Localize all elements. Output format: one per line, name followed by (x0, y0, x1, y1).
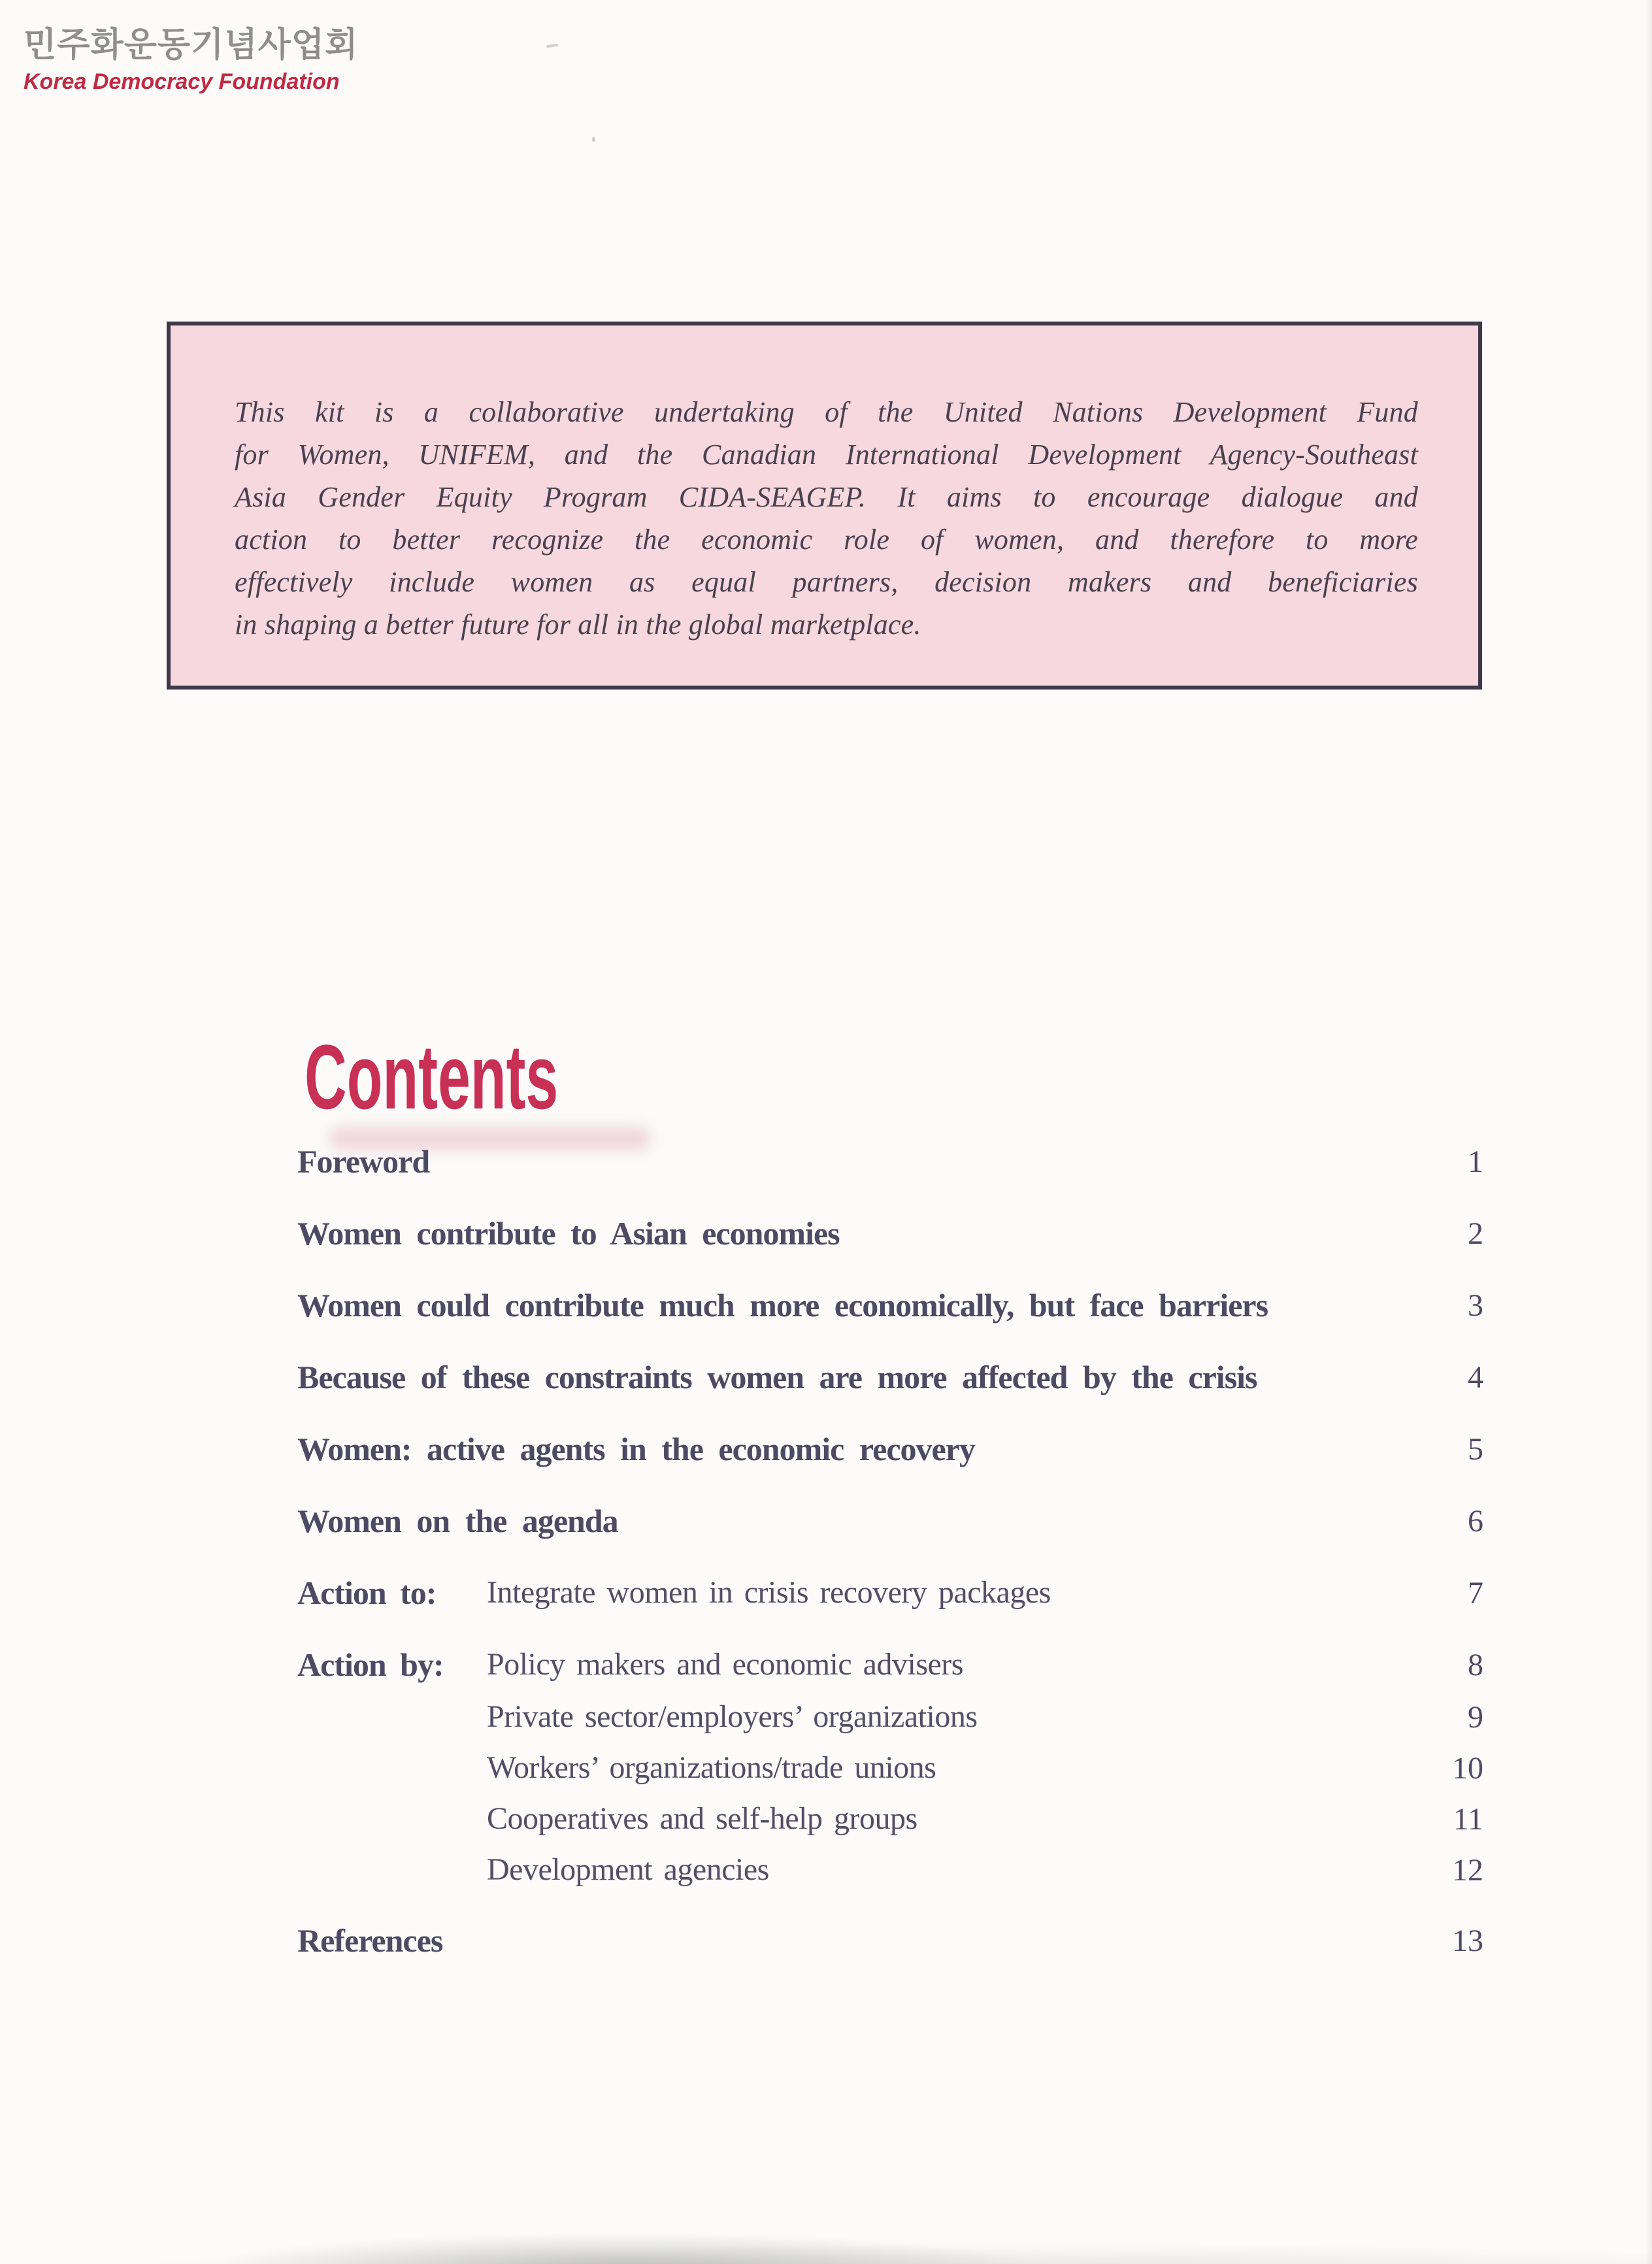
intro-line: action to better recognize the economic role of women, and therefore to more (235, 524, 1418, 556)
toc-page-number: 2 (1468, 1216, 1483, 1251)
toc-page-number: 11 (1453, 1802, 1483, 1837)
toc-row-private-sector (297, 1701, 1483, 1735)
korea-democracy-foundation-english-logo: Korea Democracy Foundation (24, 69, 340, 94)
toc-entry-label: Private sector/employers’ organizations (487, 1699, 978, 1734)
toc-row-workers-organizations (297, 1752, 1483, 1786)
toc-row-references (297, 1924, 1483, 1958)
toc-page-number: 10 (1452, 1751, 1483, 1786)
intro-line: for Women, UNIFEM, and the Canadian International Development Agency-Southeast (235, 439, 1418, 471)
table-of-contents (297, 0, 1483, 2264)
toc-entry-label: Women on the agenda (297, 1503, 618, 1539)
toc-page-number: 12 (1452, 1853, 1483, 1888)
intro-line: in shaping a better future for all in the global marketplace. (235, 608, 921, 641)
toc-page-number: 5 (1468, 1432, 1483, 1467)
toc-row-women-contribute (297, 1217, 1483, 1251)
toc-page-number: 4 (1468, 1360, 1483, 1395)
toc-entry-label: Workers’ organizations/trade unions (487, 1750, 936, 1785)
toc-entry-label: Integrate women in crisis recovery packages (487, 1575, 1051, 1610)
toc-action-prefix: Action to: (297, 1574, 437, 1611)
korea-democracy-foundation-korean-logo: 민주화운동기념사업회 (24, 25, 359, 65)
toc-entry-label: Because of these constraints women are more affected by the crisis (297, 1359, 1257, 1395)
scan-edge-right (1645, 0, 1652, 2264)
toc-entry-label: Women contribute to Asian economies (297, 1215, 840, 1252)
intro-line: effectively include women as equal partners, decision makers and beneficiaries (235, 566, 1418, 598)
toc-page-number: 13 (1452, 1923, 1483, 1958)
toc-entry-label: Women could contribute much more economically, but face barriers (297, 1287, 1268, 1323)
toc-row-cooperatives (297, 1803, 1483, 1837)
toc-entry-label: References (297, 1922, 443, 1959)
toc-row-action-to (297, 1576, 1483, 1610)
toc-row-because-of-constraints (297, 1361, 1483, 1395)
toc-row-development-agencies (297, 1854, 1483, 1888)
toc-page-number: 3 (1468, 1288, 1483, 1323)
intro-line: Asia Gender Equity Program CIDA-SEAGEP. It aims to encourage dialogue and (235, 481, 1418, 513)
toc-row-women-active-agents (297, 1433, 1483, 1467)
toc-page-number: 6 (1468, 1504, 1483, 1539)
toc-row-foreword (297, 1145, 1483, 1179)
toc-entry-label: Cooperatives and self-help groups (487, 1801, 917, 1836)
toc-page-number: 1 (1468, 1144, 1483, 1179)
toc-row-women-on-agenda (297, 1505, 1483, 1539)
toc-action-prefix: Action by: (297, 1646, 444, 1683)
toc-page-number: 9 (1468, 1700, 1483, 1735)
toc-row-action-by (297, 1648, 1483, 1682)
intro-line: This kit is a collaborative undertaking of the United Nations Development Fund (235, 396, 1418, 428)
contents-heading: Contents (305, 1025, 559, 1128)
toc-page-number: 8 (1468, 1648, 1483, 1682)
toc-row-women-could-contribute (297, 1289, 1483, 1323)
toc-entry-label: Policy makers and economic advisers (487, 1647, 963, 1682)
scan-shadow-bottom (0, 2202, 1652, 2264)
toc-entry-label: Development agencies (487, 1852, 769, 1887)
toc-page-number: 7 (1468, 1576, 1483, 1610)
toc-entry-label: Women: active agents in the economic recovery (297, 1431, 975, 1467)
toc-entry-label: Foreword (297, 1143, 430, 1180)
